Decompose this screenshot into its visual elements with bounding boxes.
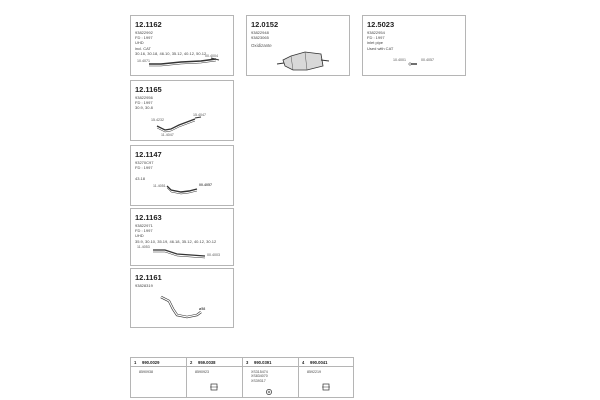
inlet-pipe-drawing <box>363 16 467 77</box>
pipe-end-label: 11.4047 <box>161 133 174 137</box>
part-details: 93270C97 FD : 1997 43.18 <box>135 160 154 181</box>
accessory-ref: XS315474 XS834070 XS39317 <box>251 370 268 383</box>
exhaust-pipe-drawing <box>131 16 235 77</box>
part-card-12-1162 <box>130 15 234 76</box>
accessory-cell <box>298 358 353 397</box>
pipe-end-label: 00.4057 <box>199 183 212 187</box>
part-code: 12.1147 <box>135 150 162 159</box>
pipe-end-label: 10.4001 <box>393 58 406 62</box>
exhaust-pipe-drawing <box>131 269 235 329</box>
accessory-ref: 8592219 <box>307 370 321 374</box>
part-card-12-1163 <box>130 208 234 266</box>
pipe-end-label: 00.4004 <box>205 54 218 58</box>
accessory-header: 4 990.0041 <box>299 358 353 367</box>
part-card-12-5023 <box>362 15 466 76</box>
part-details: 93822971 FD : 1997 UHD 35.9, 30.10, 35.19, 46.18, 35.12, 40.12, 30.12 <box>135 223 217 244</box>
accessory-cell <box>131 358 187 397</box>
pipe-end-label: 15.4232 <box>151 118 164 122</box>
part-code: 12.1163 <box>135 213 162 222</box>
part-card-12-1165 <box>130 80 234 141</box>
accessory-cell-group <box>243 358 353 397</box>
part-code: 12.0152 <box>251 20 279 29</box>
part-details: 93822954 FD : 1997 inlet pipe Used with CAT <box>367 30 394 51</box>
part-code: 12.5023 <box>367 20 395 29</box>
part-code: 12.1165 <box>135 85 162 94</box>
pipe-end-label: 15.4047 <box>193 113 206 117</box>
part-details: 93822948 93823065 <box>251 30 269 41</box>
accessory-parts-strip <box>130 357 354 398</box>
pipe-end-label: 10.4071 <box>137 59 150 63</box>
accessory-ref: 8590923 <box>195 370 209 374</box>
part-details: 93822992 FD : 1997 UHD incl. CAT 30.16, 30.18, 46.10, 35.12, 40.12, 50.12 <box>135 30 207 56</box>
accessory-ref: 8590938 <box>139 370 153 374</box>
accessory-cell <box>187 358 243 397</box>
clamp-icon <box>209 382 221 392</box>
exhaust-pipe-drawing <box>131 81 235 142</box>
exhaust-pipe-drawing <box>131 209 235 267</box>
part-code: 12.1161 <box>135 273 162 282</box>
pipe-end-label: 00.4057 <box>421 58 434 62</box>
clamp-icon <box>321 382 333 392</box>
pipe-end-label: 11.4053 <box>137 245 150 249</box>
part-card-12-1147 <box>130 145 234 206</box>
part-details: 93822956 FD : 1997 30.9, 30.8 <box>135 95 153 111</box>
pipe-end-label: ø58 <box>199 307 206 311</box>
catalytic-converter-drawing <box>247 16 351 77</box>
accessory-header: 2 959.0038 <box>187 358 242 367</box>
part-code: 12.1162 <box>135 20 162 29</box>
accessory-cell <box>243 358 298 397</box>
accessory-header: 3 990.0391 <box>243 358 298 367</box>
pipe-end-label: 11.4051 <box>153 184 166 188</box>
part-details: 93828319 <box>135 283 153 288</box>
part-note: Oxidizante <box>251 43 272 48</box>
exhaust-pipe-drawing <box>131 146 235 207</box>
part-card-12-0152 <box>246 15 350 76</box>
gasket-icon <box>265 388 273 396</box>
accessory-header: 1 990.0029 <box>131 358 186 367</box>
part-card-12-1161 <box>130 268 234 328</box>
pipe-end-label: 00.4003 <box>207 253 220 257</box>
